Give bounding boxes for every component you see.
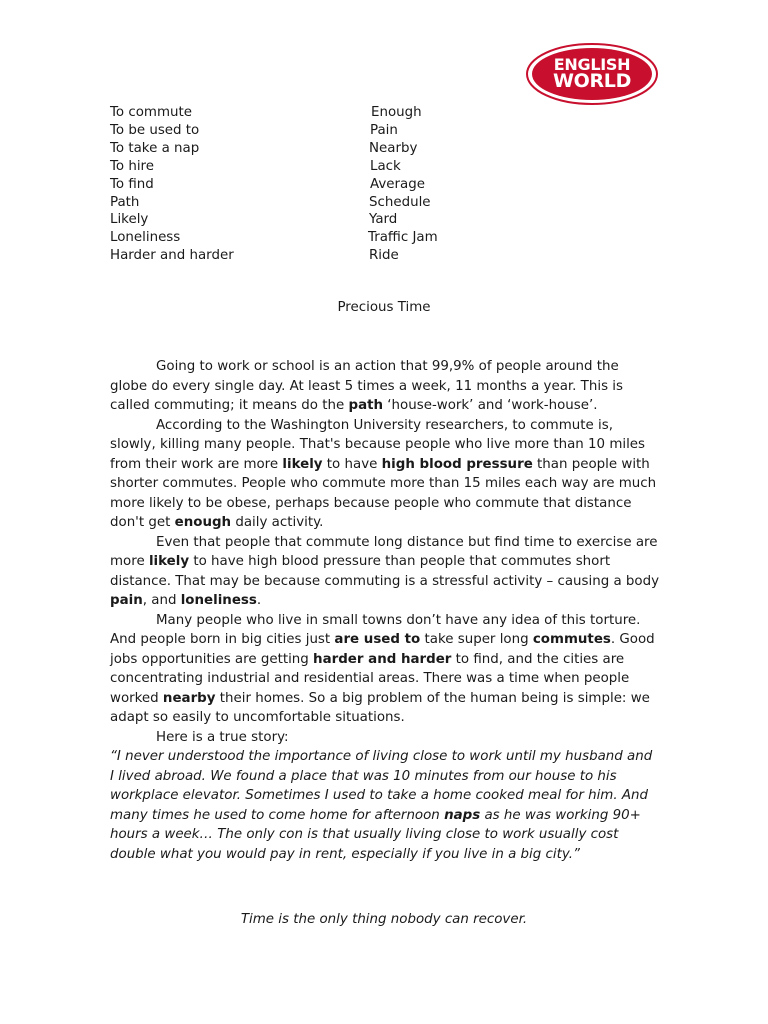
closing-line: Time is the only thing nobody can recover. [240,912,528,927]
bold-vocab-word: pain [110,593,143,608]
vocab-item: Traffic Jam [368,230,438,246]
paragraph-3 [110,533,660,611]
vocab-item: Schedule [369,194,431,210]
vocab-item: Path [110,194,140,210]
text-run: as he was working 90+ hours a week… The only con is that usually living close to work usually cost double what you would pay in rent, especially if you live in a big city.” [110,807,641,862]
logo-text-line2: WORLD [552,70,632,92]
text-run: Many people who live in small towns don’t have any idea of this torture. And people born in big cities just [110,612,641,647]
bold-vocab-word: loneliness [180,593,257,608]
english-world-logo [526,43,658,105]
bold-vocab-word: harder and harder [313,651,452,667]
vocab-item: Enough [371,105,422,120]
text-run: take super long [420,632,533,647]
text-run: Even that people that commute long distance but find time to exercise are more [110,534,658,569]
document-title: Precious Time [337,300,431,315]
vocab-item: To be used to [110,122,200,138]
text-run: their homes. So a big problem of the human being is simple: we adapt so easily to uncomfortable situations. [110,690,650,725]
bold-vocab-word: are used to [334,632,421,647]
vocab-item: To find [110,176,154,192]
vocab-item: To hire [110,158,155,174]
text-run: to have [322,456,382,472]
bold-vocab-word: naps [444,807,481,823]
paragraph-2 [110,416,660,533]
text-run: Going to work or school is an action that 99,9% of people around the globe do every single day. At least 5 times a week, 11 months a year. This is called commuting; it means do the [110,359,624,413]
vocabulary-list-left [110,104,234,265]
vocabulary-list-right [368,104,438,265]
bold-vocab-word: enough [174,515,232,530]
paragraph-5: Here is a true story: [156,729,289,745]
vocab-item: To take a nap [110,140,200,156]
vocab-item: Average [370,176,425,192]
bold-vocab-word: likely [148,554,190,569]
vocab-item: Likely [110,212,149,228]
bold-vocab-word: commutes [532,632,611,647]
text-run: daily activity. [231,515,324,530]
text-run: . [256,593,262,608]
bold-vocab-word: high blood pressure [381,456,533,472]
bold-vocab-word: nearby [162,690,216,706]
vocab-item: Yard [369,212,398,228]
text-run: According to the Washington University researchers, to commute is, slowly, killing many people. That's because people who live more than 10 miles from their work are more [110,417,646,472]
paragraph-1 [110,357,660,416]
vocab-item: Lack [370,158,401,174]
text-run: ‘house-work’ and ‘work-house’. [383,398,598,413]
vocab-item: Harder and harder [110,248,234,264]
bold-vocab-word: path [348,398,384,413]
text-run: to find, and the cities are concentrating industrial and residential areas. There was a time when people worked [110,651,630,706]
vocab-item: Loneliness [110,230,181,246]
vocab-item: To commute [110,105,192,120]
text-run: , and [142,593,181,608]
text-run: than people with shorter commutes. People who commute more than 15 miles each way are much more likely to be obese, perhaps because people who commute that distance don't get [110,456,657,530]
article-body [110,357,660,864]
bold-vocab-word: likely [282,456,323,472]
vocab-item: Nearby [369,140,418,156]
quote-paragraph [110,747,660,864]
text-run: “I never understood the importance of living close to work until my husband and I lived abroad. We found a place that was 10 minutes from our house to his workplace elevator. Sometimes I used to take a home cooked meal for him. And many times he used to come home for afternoon [110,749,653,823]
vocab-item: Pain [370,122,398,138]
paragraph-4 [110,611,660,728]
vocab-item: Ride [369,248,399,264]
logo-text-line1: ENGLISH [553,55,631,74]
text-run: . Good jobs opportunities are getting [110,632,655,667]
text-run: to have high blood pressure than people that commutes short distance. That may be because commuting is a stressful activity – causing a body [110,554,660,589]
